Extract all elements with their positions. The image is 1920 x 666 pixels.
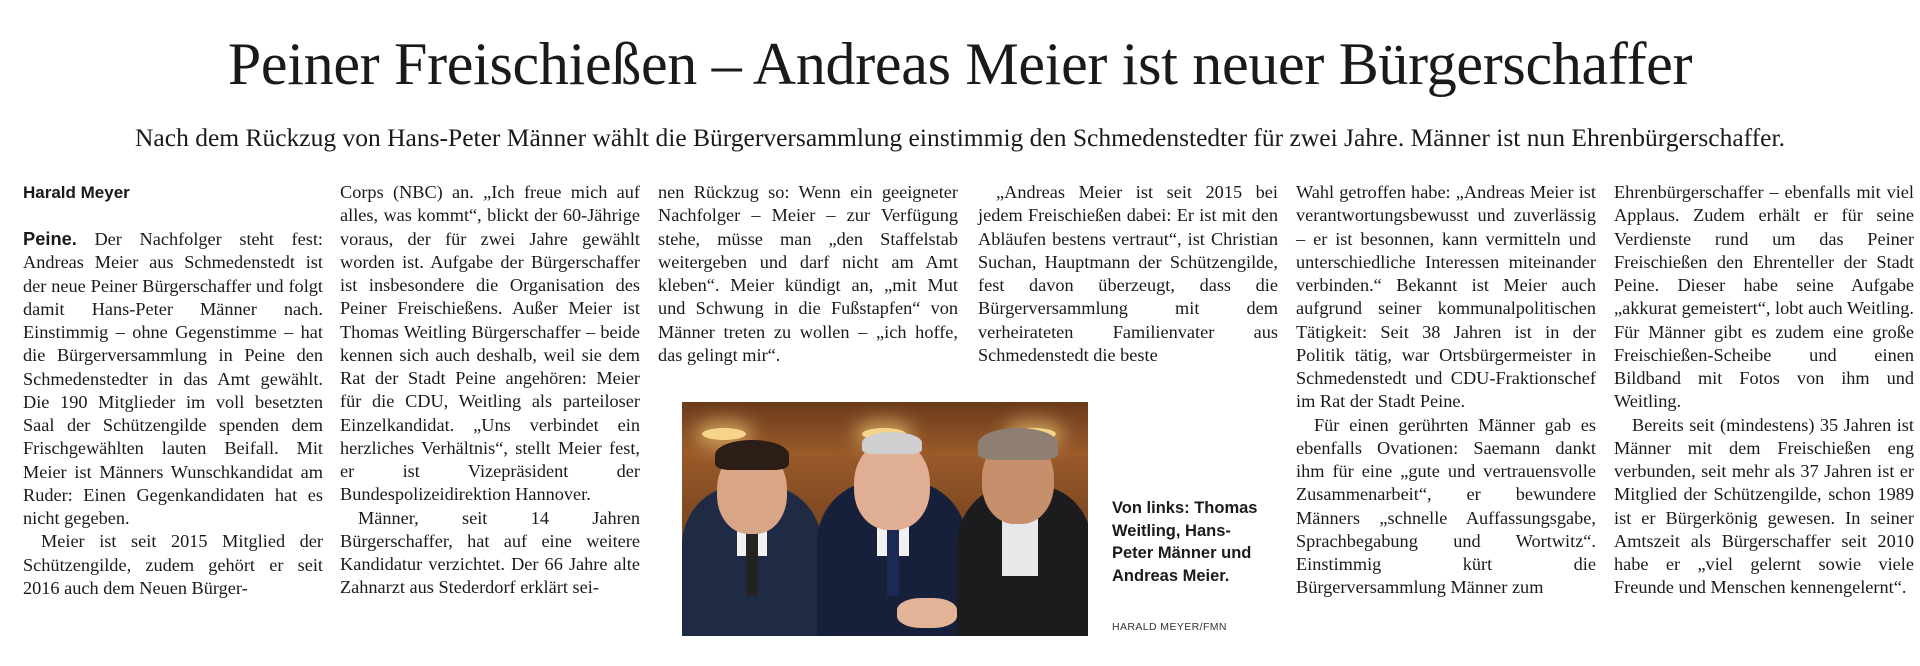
article-column-3 bbox=[658, 181, 958, 367]
article-paragraph: Männer, seit 14 Jahren Bürgerschaffer, hat auf eine weitere Kandidatur verzichtet. Der 66 Jahre alte Zahnarzt aus Stederdorf erklärt sei- bbox=[340, 507, 640, 598]
article-paragraph: Ehrenbürgerschaffer – ebenfalls mit viel Applaus. Zudem erhält er für seine Verdienste rund um das Peiner Freischießen den Ehrenteller der Stadt Peine. Dieser habe seine Aufgabe „akkurat gemeistert“, lobt auch Weitling. Für Männer gibt es zudem eine große Freischießen-Scheibe und einen Bildband mit Fotos von ihm und Weitling. bbox=[1614, 182, 1914, 412]
article-paragraph: Corps (NBC) an. „Ich freue mich auf alles, was kommt“, blickt der 60-Jährige voraus, der für zwei Jahre gewählt worden ist. Aufgabe der Bürgerschaffer ist insbesondere die Organisation des Peiner Freischießens. Außer Meier ist Thomas Weitling Bürgerschaffer – beide kennen sich auch deshalb, weil sie dem Rat der Stadt Peine angehören: Meier für die CDU, Weitling als parteiloser Einzelkandidat. „Uns verbindet ein herzliches Verhältnis“, stellt Meier fest, er ist Vizepräsident der Bundespolizeidirektion Hannover. bbox=[340, 182, 640, 505]
article-paragraph: Bereits seit (mindestens) 35 Jahren ist Männer mit dem Freischießen eng verbunden, seit mehr als 37 Jahren ist er Mitglied der Schützengilde, schon 1989 ist er Bürgerkönig gewesen. In seiner Amtszeit als Bürgerschaffer seit 2010 habe er „viel gelernt sowie viele Freunde und Menschen kennengelernt“. bbox=[1614, 414, 1914, 598]
article-paragraph: Meier ist seit 2015 Mitglied der Schützengilde, zudem gehört er seit 2016 auch dem Neuen Bürger- bbox=[23, 531, 323, 598]
article-paragraph: Peine. Der Nachfolger steht fest: Andreas Meier aus Schmedenstedt ist der neue Peiner Bürgerschaffer und folgt damit Hans-Peter Männer nach. Einstimmig – ohne Gegenstimme – hat die Bürgerversammlung in Peine den Schmedenstedter in das Amt gewählt. Die 190 Mitglieder im voll besetzten Saal der Schützengilde spenden dem Frischgewählten lauten Beifall. Mit Meier ist Männers Wunschkandidat am Ruder: Einen Gegenkandidaten hat es nicht gegeben. bbox=[23, 228, 323, 528]
article-column-1 bbox=[23, 181, 323, 600]
dateline: Peine. bbox=[23, 228, 77, 249]
article-photo bbox=[682, 402, 1088, 636]
photo-caption: Von links: Thomas Weitling, Hans-Peter Männer und Andreas Meier. bbox=[1112, 499, 1258, 585]
article-paragraph: Für einen gerührten Männer gab es ebenfalls Ovationen: Saemann dankt ihm für eine „gute und vertrauensvolle Zusammenarbeit“, er bewundere Männers „schnelle Auffassungsgabe, Sprachbegabung und Wortwitz“. Einstimmig kürt die Bürgerversammlung Männer zum bbox=[1296, 414, 1596, 598]
author-byline: Harald Meyer bbox=[23, 183, 130, 202]
article-paragraph: „Andreas Meier ist seit 2015 bei jedem Freischießen dabei: Er ist mit den Abläufen bestens vertraut“, ist Christian Suchan, Hauptmann der Schützengilde, fest davon überzeugt, dass die Bürgerversammlung mit dem verheirateten Familienvater aus Schmedenstedt die beste bbox=[978, 182, 1278, 365]
headline: Peiner Freischießen – Andreas Meier ist neuer Bürgerschaffer bbox=[227, 31, 1693, 97]
article-paragraph: Wahl getroffen habe: „Andreas Meier ist verantwortungsbewusst und zuverlässig – er ist besonnen, kann vermitteln und unterschiedliche Interessen miteinander verbinden.“ Bekannt ist Meier auch aufgrund seiner kommunalpolitischen Tätigkeit: Seit 38 Jahren ist in der Politik tätig, war Ortsbürgermeister in Schmedenstedt und CDU-Fraktionschef im Rat der Stadt Peine. bbox=[1296, 182, 1596, 412]
article-column-6 bbox=[1614, 181, 1914, 600]
article-column-5 bbox=[1296, 181, 1596, 600]
article-paragraph: nen Rückzug so: Wenn ein geeigneter Nachfolger – Meier – zur Verfügung stehe, müsse man „den Staffelstab weitergeben und darf nicht am Amt kleben“. Meier kündigt an, „mit Mut und Schwung in die Fußstapfen“ von Männer treten zu wollen – „ich hoffe, das gelingt mir“. bbox=[658, 182, 958, 365]
subheadline: Nach dem Rückzug von Hans-Peter Männer wählt die Bürgerversammlung einstimmig den Schmedenstedter für zwei Jahre. Männer ist nun Ehrenbürgerschaffer. bbox=[135, 123, 1785, 152]
article-column-2 bbox=[340, 181, 640, 600]
photo-credit: HARALD MEYER/FMN bbox=[1112, 621, 1227, 633]
article-column-4 bbox=[978, 181, 1278, 367]
